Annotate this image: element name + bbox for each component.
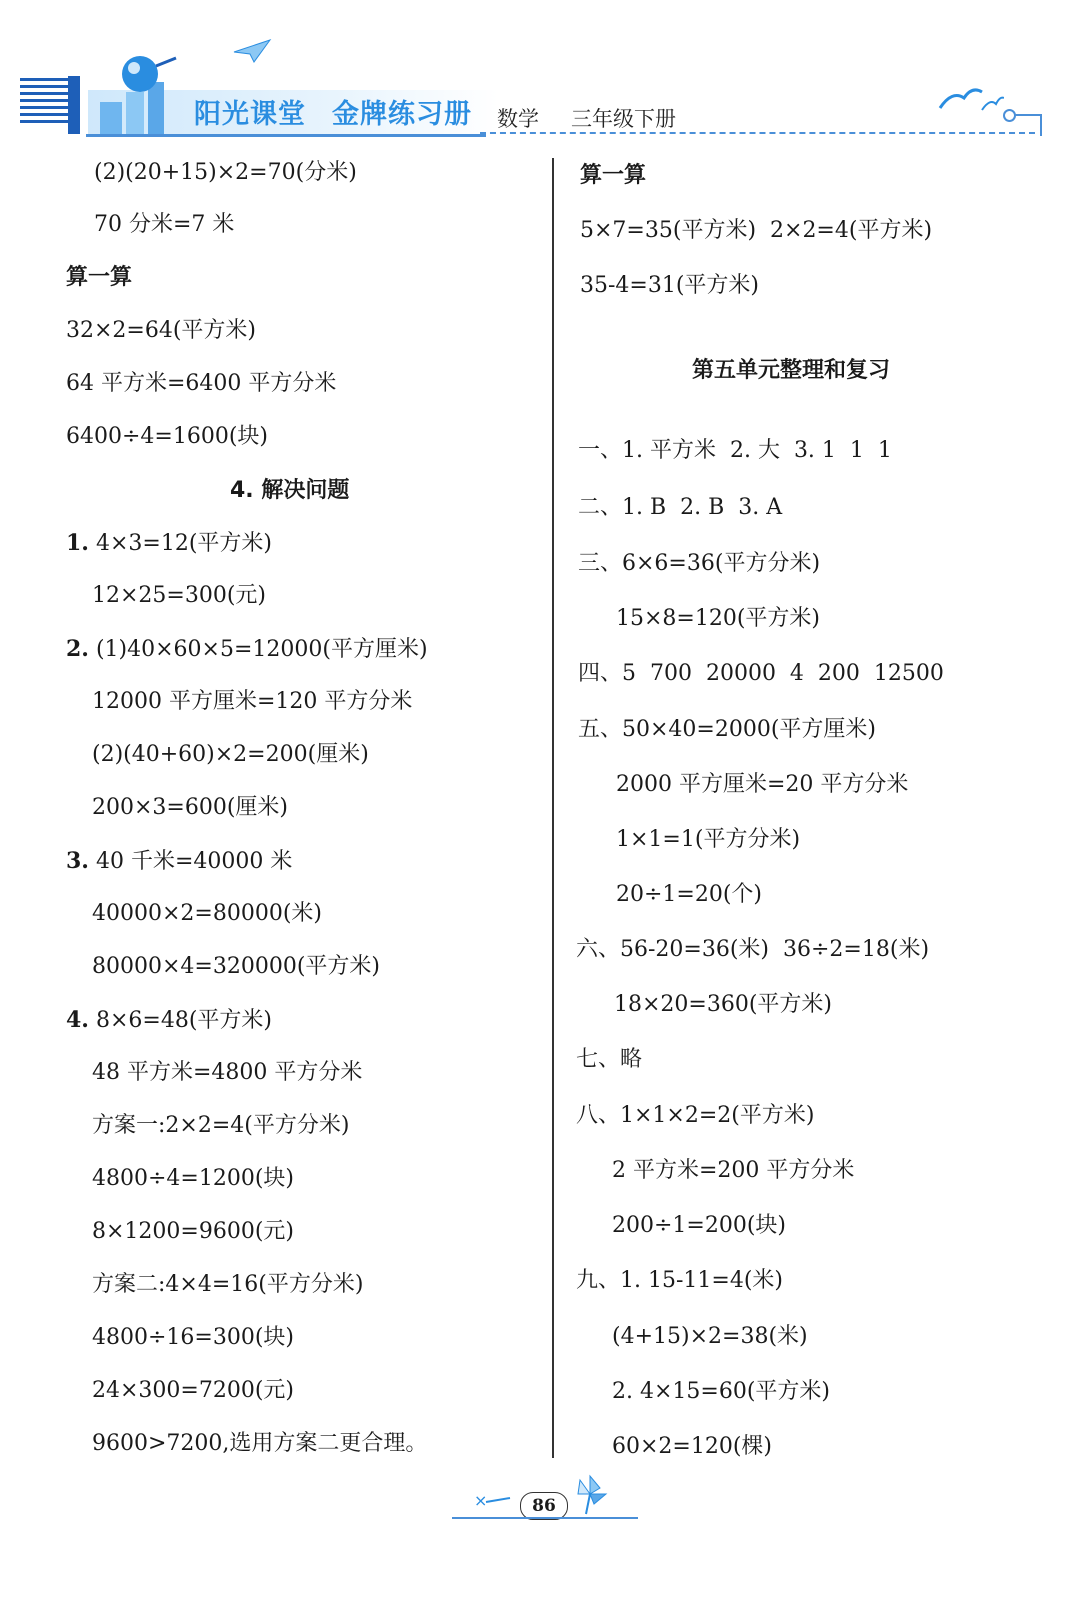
answer-line: 方案二:4×4=16(平方分米) bbox=[92, 1272, 364, 1297]
header-dashed-line bbox=[480, 132, 1035, 134]
answer-line: 九、1. 15-11=4(米) bbox=[576, 1268, 784, 1293]
answer-line: 三、6×6=36(平方分米) bbox=[578, 551, 821, 576]
answer-line: 六、56-20=36(米) 36÷2=18(米) bbox=[576, 937, 930, 962]
answer-line bbox=[66, 846, 292, 877]
answer-line: 24×300=7200(元) bbox=[92, 1378, 295, 1403]
page-number: 86 bbox=[520, 1492, 568, 1520]
answer-line: 五、50×40=2000(平方厘米) bbox=[578, 717, 877, 742]
answer-text: 4×3=12(平方米) bbox=[88, 531, 272, 556]
question-number: 1. bbox=[66, 530, 89, 556]
answer-line: 20÷1=20(个) bbox=[616, 882, 763, 907]
answer-line: 八、1×1×2=2(平方米) bbox=[576, 1103, 815, 1128]
header-underline bbox=[86, 134, 486, 137]
answer-line: 七、略 bbox=[576, 1047, 643, 1072]
series-title-part2: 金牌练习册 bbox=[332, 99, 472, 130]
svg-text:×: × bbox=[474, 1491, 488, 1510]
globe-figure-icon bbox=[96, 52, 186, 136]
subject-label: 数学 bbox=[497, 107, 539, 131]
answer-line: 5×7=35(平方米) 2×2=4(平方米) bbox=[580, 218, 933, 243]
answer-line: 64 平方米=6400 平方分米 bbox=[66, 371, 337, 396]
answer-line: 80000×4=320000(平方米) bbox=[92, 954, 380, 979]
answer-line: 12×25=300(元) bbox=[92, 583, 267, 608]
answer-line: 60×2=120(棵) bbox=[612, 1434, 773, 1459]
answer-line: 200÷1=200(块) bbox=[612, 1213, 787, 1238]
answer-line: (2)(20+15)×2=70(分米) bbox=[94, 160, 357, 185]
paper-plane-icon bbox=[232, 38, 272, 64]
grade-label: 三年级下册 bbox=[571, 107, 676, 131]
answer-line: 40000×2=80000(米) bbox=[92, 901, 323, 926]
answer-line: 18×20=360(平方米) bbox=[614, 992, 833, 1017]
header-bar bbox=[68, 76, 80, 134]
answer-line: 200×3=600(厘米) bbox=[92, 795, 289, 820]
column-divider bbox=[552, 158, 554, 1458]
answer-line: 8×1200=9600(元) bbox=[92, 1219, 295, 1244]
star-sparkle-icon bbox=[470, 1484, 512, 1514]
answer-text: 8×6=48(平方米) bbox=[88, 1008, 272, 1033]
answer-line: 9600>7200,选用方案二更合理。 bbox=[92, 1431, 428, 1456]
answer-line: 48 平方米=4800 平方分米 bbox=[92, 1060, 363, 1085]
answer-line: 4800÷4=1200(块) bbox=[92, 1166, 295, 1191]
answer-line: 4800÷16=300(块) bbox=[92, 1325, 295, 1350]
section-heading: 算一算 bbox=[66, 265, 133, 290]
header-stripes bbox=[20, 78, 75, 134]
answer-text: (1)40×60×5=12000(平方厘米) bbox=[88, 637, 428, 662]
answer-line: 2 平方米=200 平方分米 bbox=[612, 1158, 855, 1183]
section-heading: 算一算 bbox=[580, 163, 647, 188]
footer-line bbox=[452, 1517, 638, 1519]
pinwheel-icon bbox=[572, 1474, 608, 1516]
answer-line: 方案一:2×2=4(平方分米) bbox=[92, 1113, 350, 1138]
answer-line bbox=[66, 634, 428, 665]
answer-line: 一、1. 平方米 2. 大 3. 1 1 1 bbox=[578, 438, 892, 463]
question-number: 4. bbox=[66, 1007, 89, 1033]
answer-line: 70 分米=7 米 bbox=[94, 212, 235, 237]
birds-icon bbox=[938, 84, 1004, 118]
question-number: 3. bbox=[66, 848, 89, 874]
section-heading: 4. 解决问题 bbox=[230, 478, 350, 503]
answer-line: 6400÷4=1600(块) bbox=[66, 424, 269, 449]
question-number: 2. bbox=[66, 636, 89, 662]
answer-line: 2000 平方厘米=20 平方分米 bbox=[616, 772, 909, 797]
answer-line: 二、1. B 2. B 3. A bbox=[578, 495, 783, 520]
answer-line: 35-4=31(平方米) bbox=[580, 273, 760, 298]
section-heading: 第五单元整理和复习 bbox=[692, 358, 891, 383]
answer-line: 四、5 700 20000 4 200 12500 bbox=[578, 661, 944, 686]
answer-line: 32×2=64(平方米) bbox=[66, 318, 257, 343]
answer-line: 1×1=1(平方分米) bbox=[616, 827, 801, 852]
answer-line: 12000 平方厘米=120 平方分米 bbox=[92, 689, 413, 714]
answer-line: 2. 4×15=60(平方米) bbox=[612, 1379, 831, 1404]
answer-line: 15×8=120(平方米) bbox=[616, 606, 821, 631]
answer-line bbox=[66, 1005, 272, 1036]
header-dot bbox=[1003, 109, 1016, 122]
answer-text: 40 千米=40000 米 bbox=[88, 849, 293, 874]
series-title-part1: 阳光课堂 bbox=[194, 99, 306, 130]
answer-line: (4+15)×2=38(米) bbox=[612, 1324, 808, 1349]
page-header bbox=[0, 0, 1091, 150]
answer-line: (2)(40+60)×2=200(厘米) bbox=[92, 742, 369, 767]
answer-line bbox=[66, 528, 272, 559]
